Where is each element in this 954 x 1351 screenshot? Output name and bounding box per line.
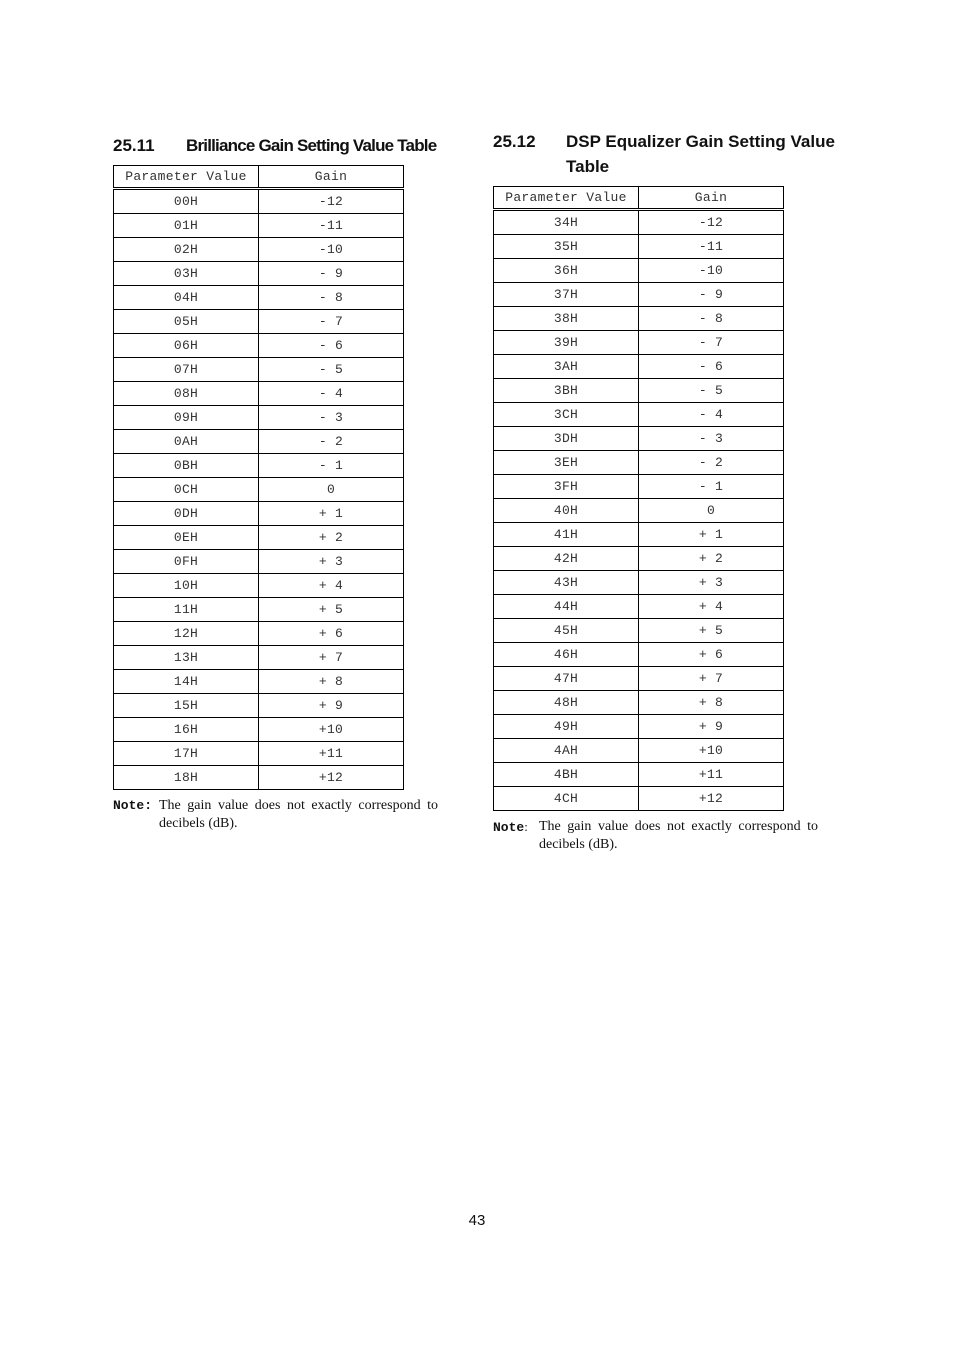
table-header-row <box>494 187 784 210</box>
table-row <box>494 763 784 787</box>
table-row <box>494 259 784 283</box>
gain-cell: + 7 <box>639 667 784 691</box>
parameter-value-cell: 16H <box>114 718 259 742</box>
parameter-value-cell: 47H <box>494 667 639 691</box>
gain-cell: + 3 <box>639 571 784 595</box>
parameter-value-cell: 35H <box>494 235 639 259</box>
table-row <box>494 619 784 643</box>
parameter-value-cell: 3EH <box>494 451 639 475</box>
gain-cell: - 8 <box>639 307 784 331</box>
column-header-parameter: Parameter Value <box>114 166 259 189</box>
gain-cell: - 7 <box>639 331 784 355</box>
table-row <box>494 571 784 595</box>
parameter-value-cell: 46H <box>494 643 639 667</box>
parameter-value-cell: 04H <box>114 286 259 310</box>
table-row <box>114 430 404 454</box>
gain-cell: -10 <box>639 259 784 283</box>
parameter-value-cell: 4BH <box>494 763 639 787</box>
note-text: The gain value does not exactly correspond to decibels (dB). <box>159 798 438 831</box>
parameter-value-cell: 4AH <box>494 739 639 763</box>
table-row <box>114 622 404 646</box>
note-label: Note: <box>493 819 528 835</box>
table-note <box>113 797 438 833</box>
gain-cell: + 7 <box>259 646 404 670</box>
table-row <box>494 499 784 523</box>
parameter-value-cell: 05H <box>114 310 259 334</box>
table-row <box>494 667 784 691</box>
gain-cell: +11 <box>259 742 404 766</box>
gain-cell: + 8 <box>639 691 784 715</box>
parameter-value-cell: 38H <box>494 307 639 331</box>
gain-cell: - 2 <box>259 430 404 454</box>
parameter-value-cell: 48H <box>494 691 639 715</box>
column-header-gain: Gain <box>259 166 404 189</box>
note-label: Note: <box>113 798 153 813</box>
table-row <box>494 787 784 811</box>
gain-cell: - 5 <box>259 358 404 382</box>
gain-cell: + 5 <box>639 619 784 643</box>
parameter-value-cell: 37H <box>494 283 639 307</box>
section-heading <box>493 129 843 179</box>
parameter-value-cell: 3AH <box>494 355 639 379</box>
table-row <box>114 670 404 694</box>
table-row <box>114 478 404 502</box>
gain-cell: -11 <box>259 214 404 238</box>
gain-cell: - 9 <box>259 262 404 286</box>
table-row <box>494 475 784 499</box>
parameter-value-cell: 03H <box>114 262 259 286</box>
gain-cell: - 9 <box>639 283 784 307</box>
parameter-value-cell: 3FH <box>494 475 639 499</box>
parameter-value-cell: 0FH <box>114 550 259 574</box>
parameter-value-cell: 4CH <box>494 787 639 811</box>
gain-cell: + 1 <box>259 502 404 526</box>
table-row <box>114 574 404 598</box>
table-row <box>494 643 784 667</box>
parameter-value-cell: 42H <box>494 547 639 571</box>
page-number: 43 <box>468 1212 486 1229</box>
parameter-value-cell: 3CH <box>494 403 639 427</box>
parameter-value-cell: 3BH <box>494 379 639 403</box>
table-row <box>494 403 784 427</box>
gain-cell: - 5 <box>639 379 784 403</box>
parameter-value-cell: 13H <box>114 646 259 670</box>
table-row <box>114 454 404 478</box>
section-heading <box>113 133 463 158</box>
gain-cell: - 1 <box>259 454 404 478</box>
table-row <box>494 595 784 619</box>
table-row <box>494 210 784 235</box>
section-dsp-equalizer-gain <box>493 129 843 854</box>
parameter-value-cell: 07H <box>114 358 259 382</box>
table-row <box>114 214 404 238</box>
table-row <box>114 646 404 670</box>
table-row <box>114 310 404 334</box>
parameter-value-cell: 11H <box>114 598 259 622</box>
parameter-value-cell: 43H <box>494 571 639 595</box>
parameter-value-cell: 41H <box>494 523 639 547</box>
table-row <box>494 379 784 403</box>
column-header-gain: Gain <box>639 187 784 210</box>
parameter-value-cell: 17H <box>114 742 259 766</box>
parameter-value-cell: 06H <box>114 334 259 358</box>
table-row <box>114 550 404 574</box>
gain-cell: +10 <box>259 718 404 742</box>
dsp-equalizer-gain-table <box>493 186 784 811</box>
gain-cell: + 5 <box>259 598 404 622</box>
gain-cell: 0 <box>639 499 784 523</box>
gain-cell: +12 <box>639 787 784 811</box>
gain-cell: + 9 <box>639 715 784 739</box>
table-row <box>114 358 404 382</box>
gain-cell: + 6 <box>639 643 784 667</box>
table-row <box>114 189 404 214</box>
table-row <box>114 382 404 406</box>
parameter-value-cell: 14H <box>114 670 259 694</box>
gain-cell: - 6 <box>259 334 404 358</box>
table-row <box>114 334 404 358</box>
section-number: 25.11 <box>113 136 155 155</box>
gain-cell: +11 <box>639 763 784 787</box>
parameter-value-cell: 44H <box>494 595 639 619</box>
table-row <box>114 598 404 622</box>
parameter-value-cell: 18H <box>114 766 259 790</box>
parameter-value-cell: 36H <box>494 259 639 283</box>
table-row <box>114 406 404 430</box>
gain-cell: - 6 <box>639 355 784 379</box>
parameter-value-cell: 3DH <box>494 427 639 451</box>
table-row <box>494 331 784 355</box>
gain-cell: - 4 <box>639 403 784 427</box>
gain-cell: + 2 <box>639 547 784 571</box>
table-row <box>494 523 784 547</box>
parameter-value-cell: 0EH <box>114 526 259 550</box>
parameter-value-cell: 0BH <box>114 454 259 478</box>
table-row <box>494 307 784 331</box>
table-row <box>494 547 784 571</box>
gain-cell: + 8 <box>259 670 404 694</box>
table-row <box>494 235 784 259</box>
gain-cell: -12 <box>639 210 784 235</box>
table-row <box>494 427 784 451</box>
gain-cell: - 1 <box>639 475 784 499</box>
gain-cell: + 1 <box>639 523 784 547</box>
gain-cell: - 2 <box>639 451 784 475</box>
table-row <box>114 718 404 742</box>
parameter-value-cell: 34H <box>494 210 639 235</box>
parameter-value-cell: 40H <box>494 499 639 523</box>
gain-cell: +12 <box>259 766 404 790</box>
table-row <box>114 238 404 262</box>
section-number: 25.12 <box>493 132 536 151</box>
table-row <box>114 526 404 550</box>
table-row <box>114 742 404 766</box>
parameter-value-cell: 00H <box>114 189 259 214</box>
gain-cell: -10 <box>259 238 404 262</box>
gain-cell: - 3 <box>639 427 784 451</box>
gain-cell: -11 <box>639 235 784 259</box>
gain-cell: + 4 <box>259 574 404 598</box>
gain-cell: + 4 <box>639 595 784 619</box>
parameter-value-cell: 45H <box>494 619 639 643</box>
gain-cell: - 3 <box>259 406 404 430</box>
parameter-value-cell: 09H <box>114 406 259 430</box>
table-row <box>114 502 404 526</box>
gain-cell: - 4 <box>259 382 404 406</box>
gain-cell: + 3 <box>259 550 404 574</box>
section-brilliance-gain <box>113 133 463 833</box>
parameter-value-cell: 39H <box>494 331 639 355</box>
table-note <box>493 818 818 854</box>
gain-cell: +10 <box>639 739 784 763</box>
parameter-value-cell: 10H <box>114 574 259 598</box>
gain-cell: + 2 <box>259 526 404 550</box>
parameter-value-cell: 02H <box>114 238 259 262</box>
table-row <box>114 262 404 286</box>
gain-cell: + 6 <box>259 622 404 646</box>
table-row <box>494 355 784 379</box>
table-row <box>114 694 404 718</box>
parameter-value-cell: 49H <box>494 715 639 739</box>
gain-cell: 0 <box>259 478 404 502</box>
brilliance-gain-table <box>113 165 404 790</box>
table-row <box>494 451 784 475</box>
table-row <box>494 283 784 307</box>
table-row <box>494 739 784 763</box>
table-header-row <box>114 166 404 189</box>
section-title: Brilliance Gain Setting Value Table <box>186 136 437 155</box>
table-row <box>494 691 784 715</box>
parameter-value-cell: 0DH <box>114 502 259 526</box>
section-title: DSP Equalizer Gain Setting Value Table <box>566 132 835 176</box>
parameter-value-cell: 0AH <box>114 430 259 454</box>
column-header-parameter: Parameter Value <box>494 187 639 210</box>
gain-cell: - 7 <box>259 310 404 334</box>
parameter-value-cell: 08H <box>114 382 259 406</box>
parameter-value-cell: 15H <box>114 694 259 718</box>
parameter-value-cell: 12H <box>114 622 259 646</box>
parameter-value-cell: 01H <box>114 214 259 238</box>
table-row <box>114 286 404 310</box>
table-row <box>114 766 404 790</box>
gain-cell: + 9 <box>259 694 404 718</box>
gain-cell: - 8 <box>259 286 404 310</box>
parameter-value-cell: 0CH <box>114 478 259 502</box>
table-row <box>494 715 784 739</box>
note-text: The gain value does not exactly correspond to decibels (dB). <box>539 819 818 852</box>
gain-cell: -12 <box>259 189 404 214</box>
